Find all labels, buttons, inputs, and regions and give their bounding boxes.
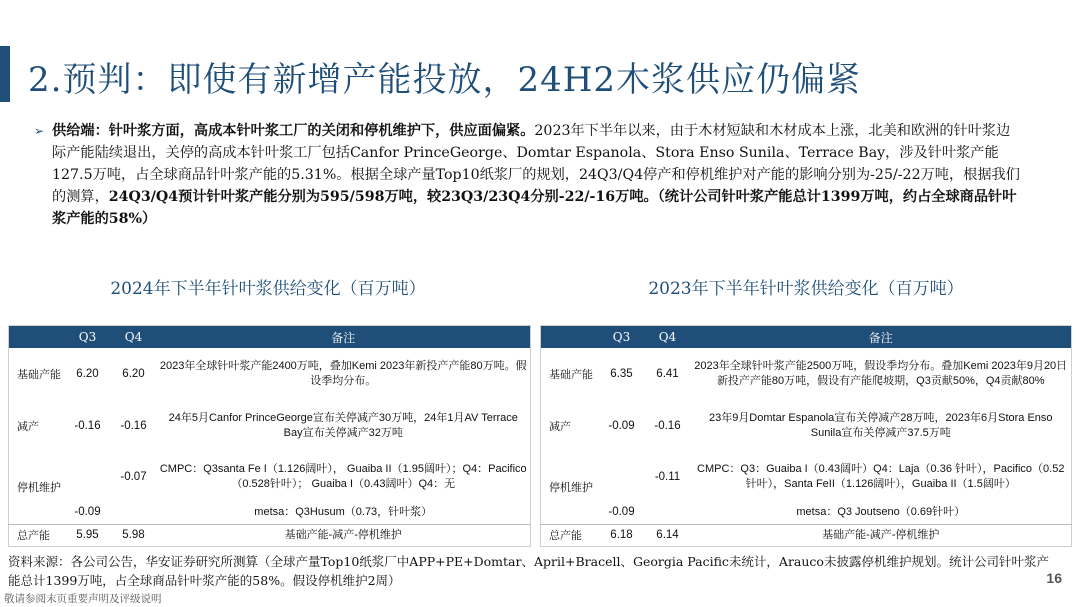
table-header-row: [9, 326, 531, 349]
table-row: [9, 502, 531, 524]
q4-value: 6.41: [656, 367, 679, 380]
q3-value: -0.09: [608, 506, 635, 519]
header-q4: Q4: [111, 326, 157, 349]
disclaimer-footer: 敬请参阅末页重要声明及评级说明: [4, 593, 162, 605]
q3-value: -0.09: [74, 506, 101, 519]
table-header-row: [541, 326, 1072, 349]
q4-value: 6.14: [645, 524, 691, 546]
q3-value: -0.09: [608, 419, 635, 432]
row-note: 基础产能-减产-停机维护: [691, 524, 1072, 546]
bullet-lead: 供给端：针叶浆方面，高成本针叶浆工厂的关闭和停机维护下，供应面偏紧。: [52, 123, 535, 139]
q4-value: -0.16: [120, 419, 147, 432]
page-number: 16: [1046, 570, 1062, 586]
table-row: [9, 524, 531, 546]
row-note: 23年9月Domtar Espanola宣布关停减产28万吨，2023年6月Stora Enso Sunila宣布关停减产37.5万吨: [708, 412, 1053, 439]
bullet-conclusion: 24Q3/Q4预计针叶浆产能分别为595/598万吨，较23Q3/23Q4分别-22/-16万吨。（统计公司针叶浆产能总计1399万吨，约占全球商品针叶浆产能的58%）: [52, 189, 1017, 227]
table-row: [9, 400, 531, 452]
source-note: 资料来源：各公司公告，华安证券研究所测算（全球产量Top10纸浆厂中APP+PE+Domtar、April+Bracell、Georgia Pacific未统计，Arauco未披露停机维护规划。统计公司针叶浆产能总计1399万吨，占全球商品针叶浆产能的58%。假设停机维护2周）: [8, 554, 1049, 588]
row-label: 减产: [549, 419, 571, 433]
q4-value: -0.11: [654, 470, 681, 483]
row-note: CMPC：Q3：Guaiba I（0.43阔叶）Q4：Laja（0.36 针叶），Pacifico（0.52针叶），Santa FeII（1.126阔叶），Guaiba II（1.5阔叶）: [697, 463, 1065, 490]
q4-value: -0.07: [120, 470, 147, 483]
bullet-body: 2023年下半年以来，由于木材短缺和木材成本上涨，北美和欧洲的针叶浆边际产能陆续退出，关停的高成本针叶浆工厂包括Canfor PrinceGeorge、Domtar Espanola、Stora Enso Sunila、Terrace Bay，涉及针叶浆产能127.5万吨，占全球商品针叶浆产能的5.31%。根据全球产量Top10纸浆厂的规划，24Q3/Q4停产和停机维护对产能的影响分别为-25/-22万吨，根据我们的测算，: [52, 123, 1020, 205]
header-blank: [9, 326, 65, 349]
right-supply-table: [540, 325, 1072, 547]
row-note: 24年5月Canfor PrinceGeorge宣布关停减产30万吨，24年1月AV Terrace Bay宣布关停减产32万吨: [168, 412, 518, 439]
q4-value: [645, 502, 691, 524]
left-table-title: 2024年下半年针叶浆供给变化（百万吨）: [110, 279, 426, 299]
q4-value: -0.16: [654, 419, 681, 432]
header-q3: Q3: [599, 326, 645, 349]
q3-value: 6.20: [76, 367, 99, 380]
q3-value: 5.95: [65, 524, 111, 546]
row-label: 基础产能: [549, 367, 593, 381]
table-row: [541, 400, 1072, 452]
q3-value: [599, 452, 645, 502]
table-row: [9, 452, 531, 502]
header-note: 备注: [691, 326, 1072, 349]
row-note: metsa：Q3 Joutseno（0.69针叶）: [796, 506, 966, 519]
row-label: 停机维护: [549, 481, 593, 495]
header-note: 备注: [157, 326, 531, 349]
arrow-bullet-icon: ➢: [34, 124, 45, 138]
q4-value: [111, 502, 157, 524]
row-label: 总产能: [541, 524, 599, 546]
right-table-title: 2023年下半年针叶浆供给变化（百万吨）: [648, 279, 964, 299]
supply-bullet: [34, 120, 1024, 230]
q4-value: 5.98: [111, 524, 157, 546]
q3-value: -0.16: [74, 419, 101, 432]
row-note: metsa：Q3Husum（0.73，针叶浆）: [254, 506, 433, 519]
table-row: [541, 348, 1072, 400]
q3-value: 6.18: [599, 524, 645, 546]
row-note: 2023年全球针叶浆产能2400万吨，叠加Kemi 2023年新投产产能80万吨。假设季均分布。: [159, 360, 527, 387]
row-note: CMPC：Q3santa Fe I（1.126阔叶）， Guaiba II（1.95阔叶）；Q4：Pacifico（0.528针叶）； Guaiba I（0.43阔叶）Q4：无: [159, 463, 527, 490]
row-label: 减产: [17, 419, 39, 433]
q4-value: 6.20: [122, 367, 145, 380]
q3-value: 6.35: [610, 367, 633, 380]
row-label: 总产能: [9, 524, 65, 546]
q3-value: [65, 452, 111, 502]
table-row: [9, 348, 531, 400]
header-q3: Q3: [65, 326, 111, 349]
table-row: [541, 524, 1072, 546]
header-q4: Q4: [645, 326, 691, 349]
left-supply-table: [8, 325, 531, 547]
header-blank: [541, 326, 599, 349]
row-label: 基础产能: [17, 367, 61, 381]
title-accent-bar: [0, 46, 10, 102]
table-row: [541, 502, 1072, 524]
row-label: 停机维护: [17, 481, 61, 495]
page-title: 2.预判：即使有新增产能投放，24H2木浆供应仍偏紧: [28, 60, 861, 100]
table-row: [541, 452, 1072, 502]
row-note: 2023年全球针叶浆产能2500万吨，假设季均分布。叠加Kemi 2023年9月20日新投产产能80万吨，假设有产能爬坡期，Q3贡献50%，Q4贡献80%: [694, 360, 1068, 387]
row-note: 基础产能-减产-停机维护: [157, 524, 531, 546]
